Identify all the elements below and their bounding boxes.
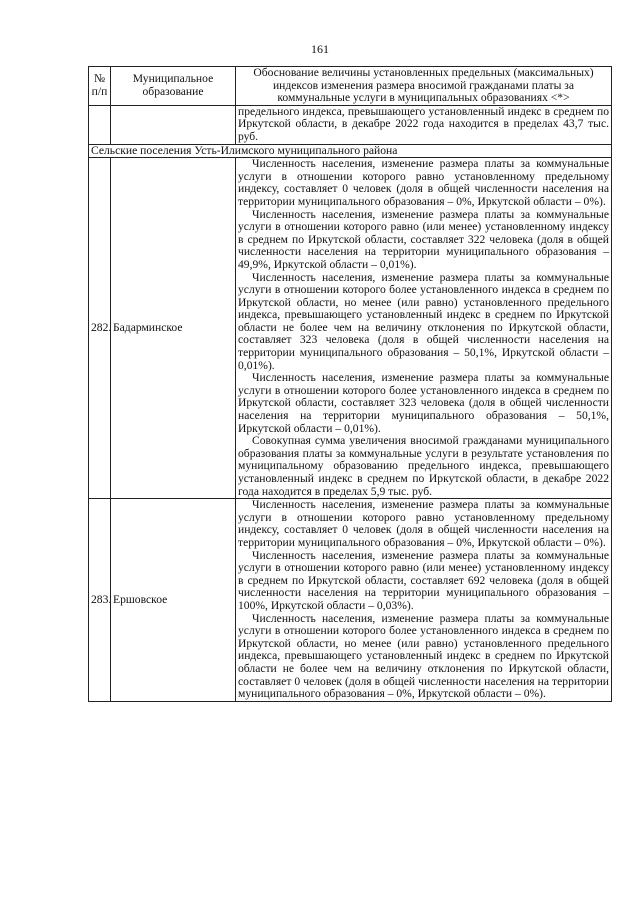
continuation-text: предельного индекса, превышающего установленный индекс в среднем по Иркутской области, в декабре 2022 года находится в пределах 43,7 тыс. руб. (236, 105, 612, 144)
paragraph: Численность населения, изменение размера платы за коммунальные услуги в отношении которого более установленного индекса в среднем по Иркутской области, но менее (или равно) установленного предельного индекса, превышающего установленный индекс в среднем по Иркутской области не более чем на величину отклонения по Иркутской области, составляет 0 человек (доля в общей численности населения на территории муниципального образования – 0%, Иркутской области – 0%). (238, 611, 609, 701)
paragraph: Численность населения, изменение размера платы за коммунальные услуги в отношении которого более установленного индекса в среднем по Иркутской области, составляет 323 человека (доля в общей численности населения на территории муниципального образования – 50,1%, Иркутской области – 0,01%). (238, 371, 609, 435)
section-row (89, 144, 612, 158)
municipality-name: Ершовское (111, 499, 236, 702)
paragraph: Численность населения, изменение размера платы за коммунальные услуги в отношении которого равно (или менее) установленному индексу в среднем по Иркутской области, составляет 692 человека (доля в общей численности населения на территории муниципального образования – 100%, Иркутской области – 0,03%). (238, 548, 609, 612)
paragraph: Численность населения, изменение размера платы за коммунальные услуги в отношении которого равно установленному предельному индексу, составляет 0 человек (доля в общей численности населения на территории муниципального образования – 0%, Иркутской области – 0%). (238, 157, 609, 208)
paragraph: Численность населения, изменение размера платы за коммунальные услуги в отношении которого равно установленному предельному индексу, составляет 0 человек (доля в общей численности населения на территории муниципального образования – 0%, Иркутской области – 0%). (238, 498, 609, 549)
row-number: 283. (89, 499, 111, 702)
section-title: Сельские поселения Усть-Илимского муниципального района (89, 144, 612, 158)
justification-cell (236, 158, 612, 499)
justification-cell (236, 499, 612, 702)
table-row (89, 499, 612, 702)
row-number: 282. (89, 158, 111, 499)
paragraph: Численность населения, изменение размера платы за коммунальные услуги в отношении которого более установленного индекса в среднем по Иркутской области, но менее (или равно) установленного предельного индекса, превышающего установленный индекс в среднем по Иркутской области не более чем на величину отклонения по Иркутской области, составляет 323 человека (доля в общей численности населения на территории муниципального образования – 50,1%, Иркутской области – 0,01%). (238, 270, 609, 372)
continuation-row (89, 105, 612, 144)
table-header-row (89, 67, 612, 106)
municipality-name: Бадарминское (111, 158, 236, 499)
paragraph: Совокупная сумма увеличения вносимой гражданами муниципального образования платы за коммунальные услуги в результате установления по муниципальному образованию предельного индекса, превышающего установленный индекс в среднем по Иркутской области, в декабре 2022 года находится в пределах 5,9 тыс. руб. (238, 434, 609, 498)
paragraph: Численность населения, изменение размера платы за коммунальные услуги в отношении которого равно (или менее) установленному индексу в среднем по Иркутской области, составляет 322 человека (доля в общей численности населения на территории муниципального образования – 49,9%, Иркутской области – 0,01%). (238, 207, 609, 271)
header-number: № п/п (89, 67, 111, 106)
header-justification: Обоснование величины установленных предельных (максимальных) индексов изменения размера вносимой гражданами платы за коммунальные услуги в муниципальных образованиях <*> (236, 67, 612, 106)
justification-table (88, 66, 612, 702)
table-row (89, 158, 612, 499)
page-number: 161 (311, 42, 329, 56)
header-municipality: Муниципальное образование (111, 67, 236, 106)
